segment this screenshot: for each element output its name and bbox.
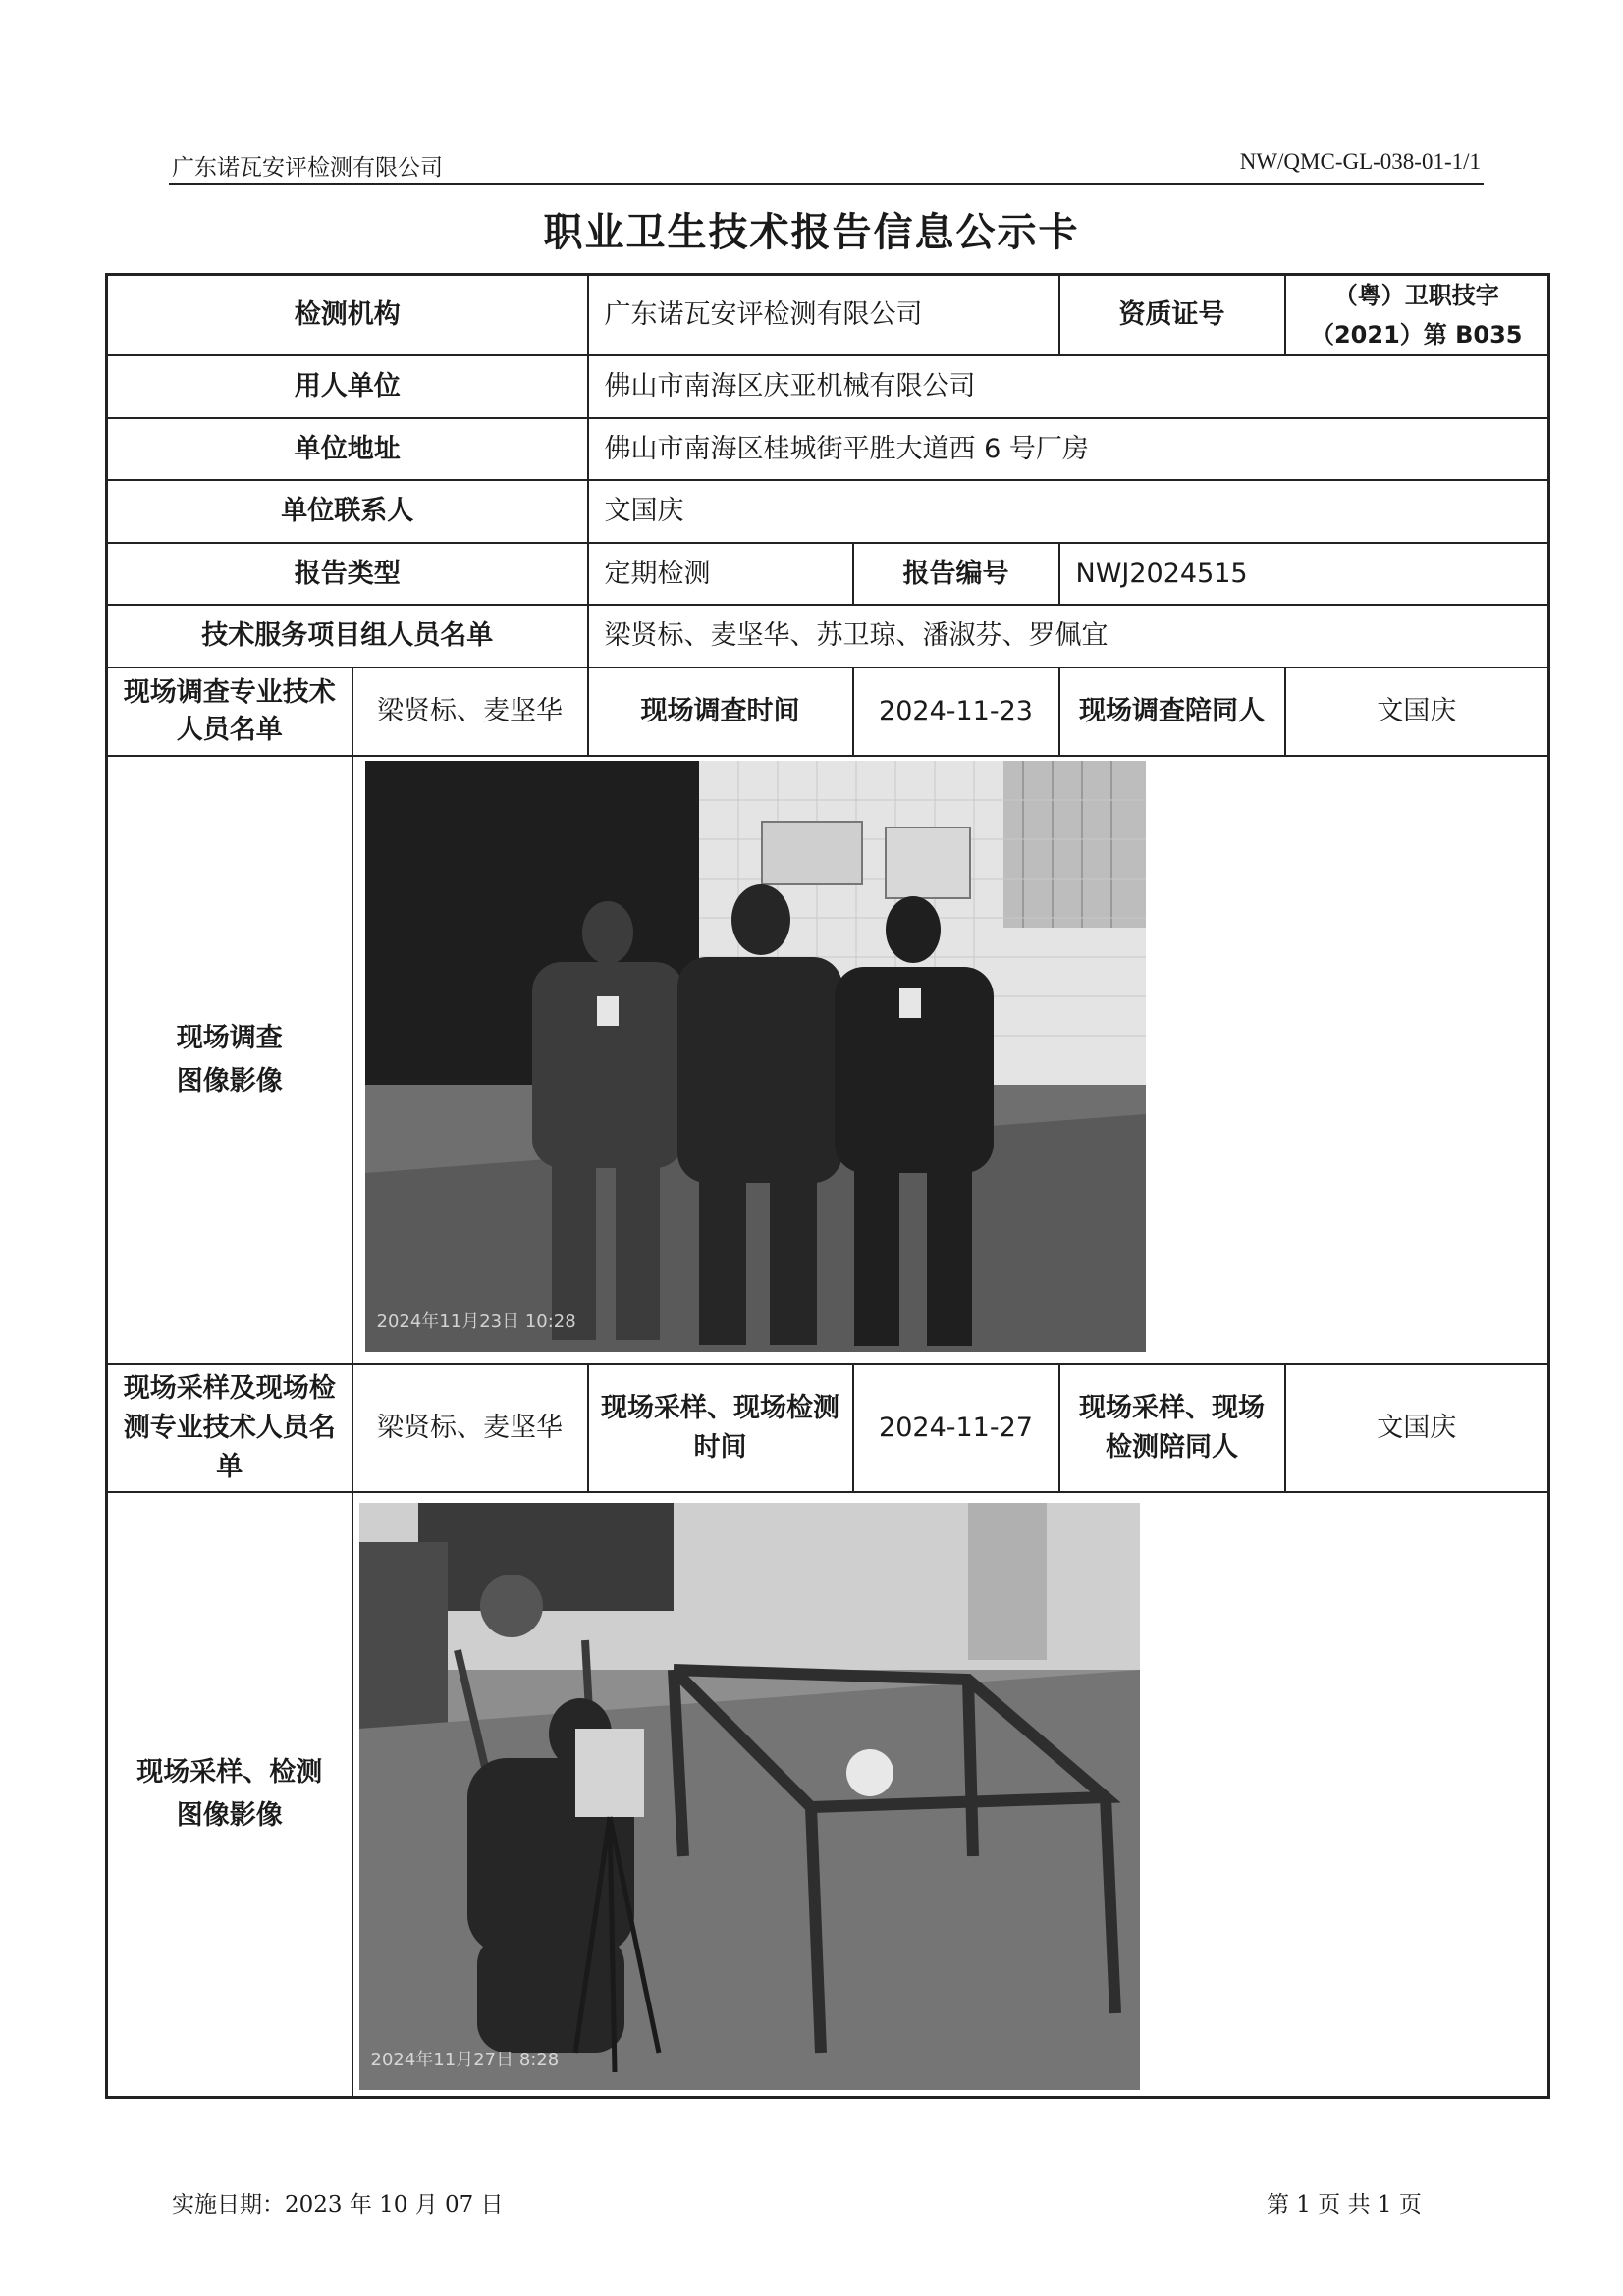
footer-effective-date: 实施日期：2023 年 10 月 07 日 [172, 2192, 504, 2217]
sampling-photo-cell [352, 1492, 1549, 2097]
agency-value: 广东诺瓦安评检测有限公司 [588, 275, 1059, 356]
address-label: 单位地址 [107, 418, 588, 480]
header-company: 广东诺瓦安评检测有限公司 [172, 155, 443, 181]
address-value: 佛山市南海区桂城街平胜大道西 6 号厂房 [588, 418, 1549, 480]
report-no-label: 报告编号 [853, 543, 1059, 605]
footer-page-info: 第 1 页 共 1 页 [1267, 2192, 1422, 2217]
survey-photo-label: 现场调查 图像影像 [107, 756, 352, 1364]
sampling-photo-timestamp: 2024年11月27日 8:28 [370, 2050, 560, 2070]
contact-value: 文国庆 [588, 480, 1549, 543]
sampling-staff-label: 现场采样及现场检测专业技术人员名单 [107, 1364, 352, 1492]
contact-label: 单位联系人 [107, 480, 588, 543]
team-value: 梁贤标、麦坚华、苏卫琼、潘淑芬、罗佩宜 [588, 605, 1549, 667]
report-type-value: 定期检测 [588, 543, 853, 605]
sampling-escort-label: 现场采样、现场检测陪同人 [1059, 1364, 1285, 1492]
sampling-escort-value: 文国庆 [1285, 1364, 1549, 1492]
survey-photo-cell [352, 756, 1549, 1364]
team-label: 技术服务项目组人员名单 [107, 605, 588, 667]
sampling-photo-image [359, 1503, 1140, 2090]
survey-photo-timestamp: 2024年11月23日 10:28 [376, 1311, 576, 1332]
survey-photo-image [365, 761, 1146, 1352]
sampling-time-value: 2024-11-27 [853, 1364, 1059, 1492]
survey-escort-value: 文国庆 [1285, 667, 1549, 756]
survey-time-label: 现场调查时间 [588, 667, 853, 756]
survey-escort-label: 现场调查陪同人 [1059, 667, 1285, 756]
report-no-value: NWJ2024515 [1059, 543, 1549, 605]
header-rule [169, 183, 1484, 185]
info-card-table [105, 273, 1550, 2099]
survey-site-photo [365, 761, 1146, 1352]
cert-value: （粤）卫职技字（2021）第 B035 [1285, 275, 1549, 356]
employer-value: 佛山市南海区庆亚机械有限公司 [588, 355, 1549, 418]
page-title: 职业卫生技术报告信息公示卡 [543, 210, 1080, 255]
cert-label: 资质证号 [1059, 275, 1285, 356]
survey-staff-label: 现场调查专业技术人员名单 [107, 667, 352, 756]
sampling-time-label: 现场采样、现场检测时间 [588, 1364, 853, 1492]
survey-staff-value: 梁贤标、麦坚华 [352, 667, 588, 756]
sampling-site-photo [359, 1503, 1140, 2090]
agency-label: 检测机构 [107, 275, 588, 356]
sampling-staff-value: 梁贤标、麦坚华 [352, 1364, 588, 1492]
report-type-label: 报告类型 [107, 543, 588, 605]
header-doc-code: NW/QMC-GL-038-01-1/1 [1239, 149, 1481, 174]
employer-label: 用人单位 [107, 355, 588, 418]
sampling-photo-label: 现场采样、检测 图像影像 [107, 1492, 352, 2097]
survey-time-value: 2024-11-23 [853, 667, 1059, 756]
